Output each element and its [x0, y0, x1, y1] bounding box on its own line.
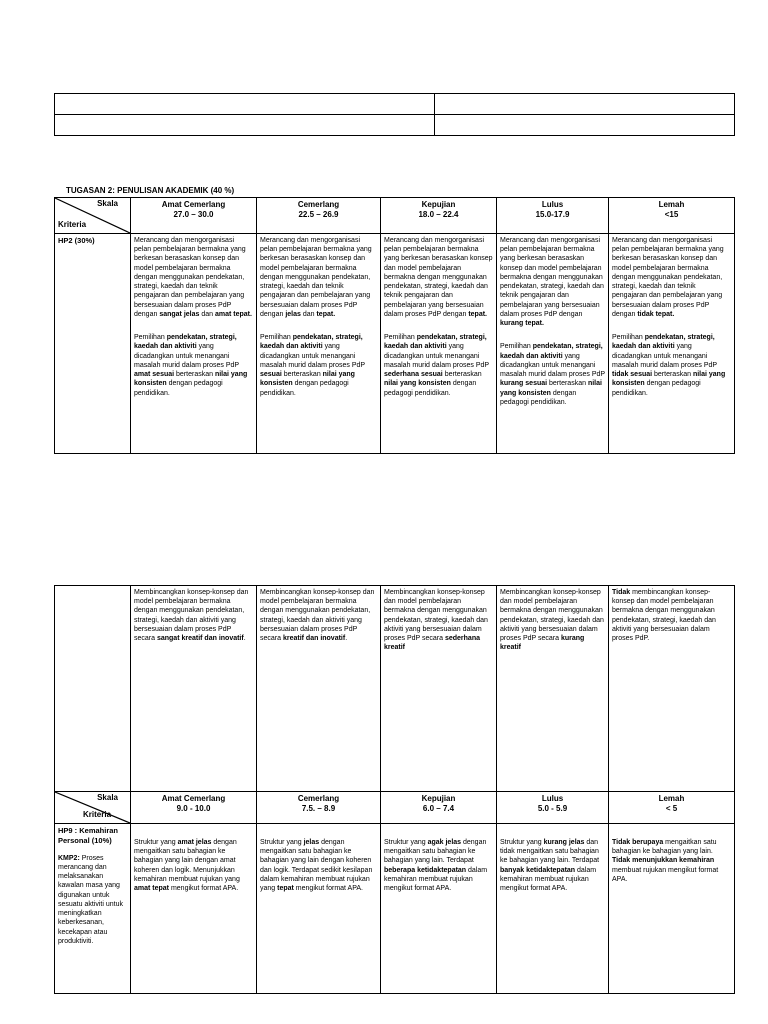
rubric-cell: Membincangkan konsep-konsep dan model pembelajaran bermakna dengan menggunakan pendekatan, strategi, kaedah dan aktiviti yang bersesuaian dalam proses PdP secara sangat kreatif dan inovatif. [131, 586, 257, 792]
level-header: Kepujian 18.0 – 22.4 [381, 198, 497, 234]
rubric-table-hp9 [54, 585, 735, 994]
header-info-cell [55, 94, 435, 115]
rubric-cell: Merancang dan mengorganisasi pelan pembelajaran bermakna yang berkesan berasaskan konsep dan model pembelajaran bermakna dengan menggunakan pendekatan, strategi, kaedah dan teknik pengajaran dan pembelajaran yang bersesuaian dalam proses PdP dengan jelas dan tepat. Pemilihan pendekatan, strategi, kaedah dan aktiviti yang dicadangkan untuk menangani masalah murid dalam proses PdP sesuai berteraskan nilai yang konsisten dengan pedagogi pendidikan. [257, 234, 381, 454]
kmp2-description: KMP2: Proses merancang dan melaksanakan kawalan masa yang digunakan untuk sesuatu aktiviti untuk meningkatkan keberkesanan, kecekapan atau produktiviti. [58, 854, 123, 945]
rubric-header-row [55, 792, 735, 824]
level-header: Lulus 15.0-17.9 [497, 198, 609, 234]
rubric-cell: Membincangkan konsep-konsep dan model pembelajaran bermakna dengan menggunakan pendekatan, strategi, kaedah dan aktiviti yang bersesuaian dalam proses PdP secara kurang kreatif [497, 586, 609, 792]
header-info-table [54, 93, 735, 136]
rubric-row-continued [55, 586, 735, 792]
level-header: Amat Cemerlang 9.0 - 10.0 [131, 792, 257, 824]
rubric-cell: Tidak berupaya mengaitkan satu bahagian ke bahagian yang lain. Tidak menunjukkan kemahiran membuat rujukan mengikut format APA. [609, 824, 735, 994]
assignment-title: TUGASAN 2: PENULISAN AKADEMIK (40 %) [66, 186, 235, 195]
skala-kriteria-header [55, 792, 131, 824]
rubric-row-hp2 [55, 234, 735, 454]
skala-kriteria-header [55, 198, 131, 234]
rubric-header-row [55, 198, 735, 234]
criteria-cell [55, 824, 131, 994]
rubric-cell: Membincangkan konsep-konsep dan model pembelajaran bermakna dengan menggunakan pendekatan, strategi, kaedah dan aktiviti yang bersesuaian dalam proses PdP secara sederhana kreatif [381, 586, 497, 792]
level-header: Cemerlang 7.5. – 8.9 [257, 792, 381, 824]
level-header: Lemah <15 [609, 198, 735, 234]
header-info-cell [435, 94, 735, 115]
rubric-table-hp2 [54, 197, 735, 454]
criteria-label: HP9 : Kemahiran Personal (10%) [58, 826, 119, 845]
level-header: Lulus 5.0 - 5.9 [497, 792, 609, 824]
rubric-cell: Struktur yang agak jelas dengan mengaitkan satu bahagian ke bahagian yang lain. Terdapat beberapa ketidaktepatan dalam kemahiran membuat rujukan mengikut format APA. [381, 824, 497, 994]
rubric-cell: Merancang dan mengorganisasi pelan pembelajaran bermakna yang berkesan berasaskan konsep dan model pembelajaran bermakna dengan menggunakan pendekatan, strategi, kaedah dan teknik pengajaran dan pembelajaran yang bersesuaian dalam proses PdP dengan tidak tepat. Pemilihan pendekatan, strategi, kaedah dan aktiviti yang dicadangkan untuk menangani masalah murid dalam proses PdP tidak sesuai berteraskan nilai yang konsisten dengan pedagogi pendidikan. [609, 234, 735, 454]
rubric-cell: Membincangkan konsep-konsep dan model pembelajaran bermakna dengan menggunakan pendekatan, strategi, kaedah dan aktiviti yang bersesuaian dalam proses PdP secara kreatif dan inovatif. [257, 586, 381, 792]
rubric-row-hp9 [55, 824, 735, 994]
header-info-cell [435, 115, 735, 136]
header-info-cell [55, 115, 435, 136]
criteria-cell [55, 586, 131, 792]
rubric-cell: Merancang dan mengorganisasi pelan pembelajaran bermakna yang berkesan berasaskan konsep dan model pembelajaran bermakna dengan menggunakan pendekatan, strategi, kaedah dan teknik pengajaran dan pembelajaran yang bersesuaian dalam proses PdP dengan kurang tepat. Pemilihan pendekatan, strategi, kaedah dan aktiviti yang dicadangkan untuk menangani masalah murid dalam proses PdP kurang sesuai berteraskan nilai yang konsisten dengan pedagogi pendidikan. [497, 234, 609, 454]
kriteria-label: Kriteria [58, 220, 87, 230]
level-header: Kepujian 6.0 – 7.4 [381, 792, 497, 824]
criteria-cell: HP2 (30%) [55, 234, 131, 454]
header-info-row [55, 115, 735, 136]
level-header: Cemerlang 22.5 – 26.9 [257, 198, 381, 234]
rubric-cell: Struktur yang jelas dengan mengaitkan satu bahagian ke bahagian yang lain dengan koheren dan logik. Terdapat sedikit kesilapan dalam kemahiran membuat rujukan yang tepat mengikut format APA. [257, 824, 381, 994]
rubric-cell: Struktur yang amat jelas dengan mengaitkan satu bahagian ke bahagian yang lain dengan amat koheren dan logik. Menunjukkan kemahiran membuat rujukan yang amat tepat mengikut format APA. [131, 824, 257, 994]
rubric-cell: Merancang dan mengorganisasi pelan pembelajaran bermakna yang berkesan berasaskan konsep dan model pembelajaran bermakna dengan menggunakan pendekatan, strategi, kaedah dan teknik pengajaran dan pembelajaran yang bersesuaian dalam proses PdP dengan tepat. Pemilihan pendekatan, strategi, kaedah dan aktiviti yang dicadangkan untuk menangani masalah murid dalam proses PdP sederhana sesuai berteraskan nilai yang konsisten dengan pedagogi pendidikan. [381, 234, 497, 454]
level-header: Lemah < 5 [609, 792, 735, 824]
skala-label: Skala [97, 199, 118, 208]
rubric-cell: Merancang dan mengorganisasi pelan pembelajaran bermakna yang berkesan berasaskan konsep dan model pembelajaran bermakna dengan menggunakan pendekatan, strategi, kaedah dan teknik pengajaran dan pembelajaran yang bersesuaian dalam proses PdP dengan sangat jelas dan amat tepat. Pemilihan pendekatan, strategi, kaedah dan aktiviti yang dicadangkan untuk menangani masalah murid dalam proses PdP amat sesuai berteraskan nilai yang konsisten dengan pedagogi pendidikan. [131, 234, 257, 454]
level-header: Amat Cemerlang 27.0 – 30.0 [131, 198, 257, 234]
kriteria-label: Kriteria [83, 810, 112, 820]
skala-label: Skala [97, 793, 118, 802]
header-info-row [55, 94, 735, 115]
rubric-cell: Struktur yang kurang jelas dan tidak mengaitkan satu bahagian ke bahagian yang lain. Terdapat banyak ketidaktepatan dalam kemahiran membuat rujukan mengikut format APA. [497, 824, 609, 994]
rubric-cell: Tidak membincangkan konsep-konsep dan model pembelajaran bermakna dengan menggunakan pendekatan, strategi, kaedah dan aktiviti yang bersesuaian dalam proses PdP. [609, 586, 735, 792]
